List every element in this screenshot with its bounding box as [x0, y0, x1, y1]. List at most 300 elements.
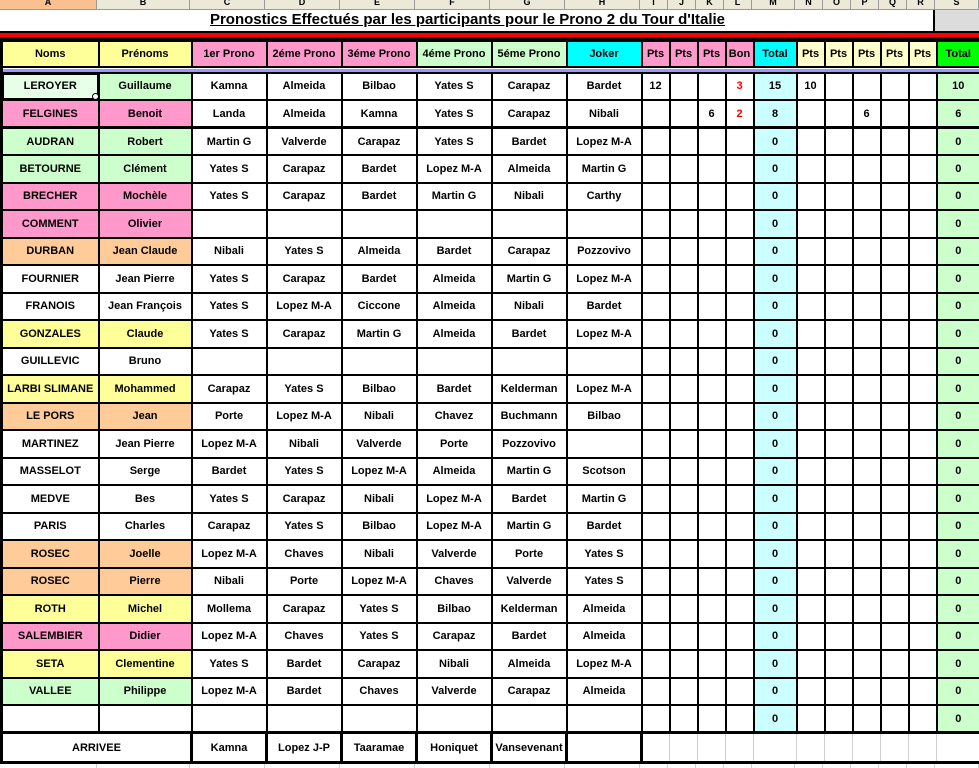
pts2-cell[interactable]	[797, 210, 825, 238]
prono-4-cell[interactable]: Bardet	[417, 238, 492, 266]
prono-3-cell[interactable]: Bilbao	[342, 73, 417, 101]
pts2-cell[interactable]	[825, 155, 853, 183]
pts-cell[interactable]	[670, 568, 698, 596]
prenom-cell[interactable]: Jean	[99, 403, 192, 431]
column-letter-H[interactable]: H	[565, 0, 640, 9]
prenom-cell[interactable]: Jean Pierre	[99, 430, 192, 458]
pts-cell[interactable]	[670, 375, 698, 403]
prono-2-cell[interactable]	[267, 705, 342, 733]
pts2-cell[interactable]	[853, 678, 881, 706]
prono-5-cell[interactable]: Porte	[492, 540, 567, 568]
prono-1-cell[interactable]: Lopez M-A	[192, 540, 267, 568]
pts2-cell[interactable]	[797, 128, 825, 156]
prono-5-cell[interactable]: Bardet	[492, 485, 567, 513]
column-letter-C[interactable]: C	[190, 0, 265, 9]
pts2-cell[interactable]	[881, 678, 909, 706]
header-joker-7[interactable]: Joker	[567, 41, 642, 67]
header-1er-prono-2[interactable]: 1er Prono	[192, 41, 267, 67]
prono-3-cell[interactable]: Kamna	[342, 100, 417, 128]
nom-cell[interactable]: GONZALES	[2, 320, 99, 348]
prono-5-cell[interactable]	[492, 348, 567, 376]
prono-3-cell[interactable]: Bardet	[342, 183, 417, 211]
pts2-cell[interactable]	[881, 650, 909, 678]
prono-1-cell[interactable]	[192, 705, 267, 733]
total-cell[interactable]: 0	[754, 623, 797, 651]
prono-2-cell[interactable]: Almeida	[267, 100, 342, 128]
prono-3-cell[interactable]: Bilbao	[342, 375, 417, 403]
pts-cell[interactable]	[670, 403, 698, 431]
pts2-cell[interactable]	[797, 265, 825, 293]
prenom-cell[interactable]: Jean Claude	[99, 238, 192, 266]
pts2-cell[interactable]	[797, 183, 825, 211]
total-cell[interactable]: 0	[754, 650, 797, 678]
bon-cell[interactable]	[726, 623, 754, 651]
prono-4-cell[interactable]: Valverde	[417, 678, 492, 706]
prono-5-cell[interactable]: Bardet	[492, 128, 567, 156]
prono-5-cell[interactable]: Kelderman	[492, 375, 567, 403]
prenom-cell[interactable]: Didier	[99, 623, 192, 651]
header-pr-noms-1[interactable]: Prénoms	[99, 41, 192, 67]
joker-cell[interactable]: Yates S	[567, 540, 642, 568]
prono-5-cell[interactable]: Carapaz	[492, 238, 567, 266]
joker-cell[interactable]: Lopez M-A	[567, 650, 642, 678]
pts-cell[interactable]: 6	[698, 100, 726, 128]
prono-5-cell[interactable]: Almeida	[492, 650, 567, 678]
nom-cell[interactable]: SETA	[2, 650, 99, 678]
pts2-cell[interactable]	[881, 348, 909, 376]
total2-cell[interactable]: 0	[937, 265, 979, 293]
prenom-cell[interactable]: Philippe	[99, 678, 192, 706]
pts2-cell[interactable]	[881, 183, 909, 211]
prono-1-cell[interactable]: Carapaz	[192, 375, 267, 403]
joker-cell[interactable]: Bardet	[567, 73, 642, 101]
prono-1-cell[interactable]: Landa	[192, 100, 267, 128]
pts2-cell[interactable]	[797, 430, 825, 458]
column-letter-D[interactable]: D	[265, 0, 340, 9]
pts2-cell[interactable]	[853, 540, 881, 568]
nom-cell[interactable]: MARTINEZ	[2, 430, 99, 458]
pts-cell[interactable]	[642, 595, 670, 623]
prono-5-cell[interactable]: Bardet	[492, 623, 567, 651]
prono-4-cell[interactable]	[417, 705, 492, 733]
prono-3-cell[interactable]: Chaves	[342, 678, 417, 706]
header-noms-0[interactable]: Noms	[2, 41, 99, 67]
column-letter-J[interactable]: J	[668, 0, 696, 9]
bon-cell[interactable]	[726, 595, 754, 623]
total-cell[interactable]: 0	[754, 348, 797, 376]
total-cell[interactable]: 0	[754, 293, 797, 321]
prono-4-cell[interactable]: Chavez	[417, 403, 492, 431]
joker-cell[interactable]: Lopez M-A	[567, 320, 642, 348]
pts2-cell[interactable]	[797, 403, 825, 431]
prono-1-cell[interactable]: Nibali	[192, 568, 267, 596]
column-letter-A[interactable]: A	[0, 0, 97, 9]
pts-cell[interactable]	[670, 623, 698, 651]
prono-2-cell[interactable]: Carapaz	[267, 155, 342, 183]
pts-cell[interactable]	[670, 73, 698, 101]
header-4-me-prono-5[interactable]: 4éme Prono	[417, 41, 492, 67]
total-cell[interactable]: 0	[754, 485, 797, 513]
prono-4-cell[interactable]: Yates S	[417, 100, 492, 128]
prono-3-cell[interactable]: Bardet	[342, 265, 417, 293]
pts2-cell[interactable]	[853, 430, 881, 458]
nom-cell[interactable]: BRECHER	[2, 183, 99, 211]
prono-5-cell[interactable]: Kelderman	[492, 595, 567, 623]
column-letter-I[interactable]: I	[640, 0, 668, 9]
pts2-cell[interactable]	[797, 458, 825, 486]
column-letter-S[interactable]: S	[935, 0, 979, 9]
pts-cell[interactable]	[642, 540, 670, 568]
pts-cell[interactable]	[698, 348, 726, 376]
pts2-cell[interactable]	[853, 320, 881, 348]
prono-4-cell[interactable]: Valverde	[417, 540, 492, 568]
pts2-cell[interactable]	[909, 568, 937, 596]
pts2-cell[interactable]	[909, 293, 937, 321]
pts2-cell[interactable]	[881, 430, 909, 458]
prenom-cell[interactable]: Clément	[99, 155, 192, 183]
bon-cell[interactable]	[726, 513, 754, 541]
pts-cell[interactable]	[670, 100, 698, 128]
prono-2-cell[interactable]: Almeida	[267, 73, 342, 101]
pts2-cell[interactable]	[797, 293, 825, 321]
pts-cell[interactable]	[698, 375, 726, 403]
prono-1-cell[interactable]: Mollema	[192, 595, 267, 623]
total-cell[interactable]: 8	[754, 100, 797, 128]
total2-cell[interactable]: 0	[937, 155, 979, 183]
total-cell[interactable]: 0	[754, 705, 797, 733]
prono-4-cell[interactable]: Almeida	[417, 293, 492, 321]
nom-cell[interactable]: COMMENT	[2, 210, 99, 238]
pts2-cell[interactable]	[797, 678, 825, 706]
prenom-cell[interactable]	[99, 705, 192, 733]
total2-cell[interactable]: 10	[937, 73, 979, 101]
pts2-cell[interactable]	[881, 403, 909, 431]
prono-1-cell[interactable]: Nibali	[192, 238, 267, 266]
pts2-cell[interactable]	[797, 568, 825, 596]
pts-cell[interactable]	[670, 210, 698, 238]
total2-cell[interactable]: 0	[937, 595, 979, 623]
pts-cell[interactable]	[698, 458, 726, 486]
pts2-cell[interactable]	[853, 293, 881, 321]
prono-2-cell[interactable]: Chaves	[267, 540, 342, 568]
pts2-cell[interactable]	[909, 265, 937, 293]
prono-5-cell[interactable]: Nibali	[492, 293, 567, 321]
total2-cell[interactable]: 0	[937, 320, 979, 348]
column-letter-P[interactable]: P	[851, 0, 879, 9]
total-cell[interactable]: 0	[754, 403, 797, 431]
nom-cell[interactable]: AUDRAN	[2, 128, 99, 156]
prono-2-cell[interactable]: Lopez M-A	[267, 293, 342, 321]
pts2-cell[interactable]	[909, 210, 937, 238]
prono-3-cell[interactable]: Yates S	[342, 595, 417, 623]
pts2-cell[interactable]: 6	[853, 100, 881, 128]
pts-cell[interactable]	[642, 210, 670, 238]
pts-cell[interactable]	[642, 320, 670, 348]
total-cell[interactable]: 0	[754, 568, 797, 596]
pts2-cell[interactable]	[909, 320, 937, 348]
bon-cell[interactable]	[726, 458, 754, 486]
prono-5-cell[interactable]: Nibali	[492, 183, 567, 211]
header-pts-17[interactable]: Pts	[909, 41, 937, 67]
bon-cell[interactable]	[726, 238, 754, 266]
pts2-cell[interactable]	[909, 650, 937, 678]
pts2-cell[interactable]	[853, 155, 881, 183]
bon-cell[interactable]	[726, 293, 754, 321]
prono-1-cell[interactable]: Carapaz	[192, 513, 267, 541]
header-total-18[interactable]: Total	[937, 41, 979, 67]
prenom-cell[interactable]: Michel	[99, 595, 192, 623]
nom-cell[interactable]: MASSELOT	[2, 458, 99, 486]
prono-3-cell[interactable]: Lopez M-A	[342, 568, 417, 596]
bon-cell[interactable]	[726, 485, 754, 513]
pts2-cell[interactable]	[853, 458, 881, 486]
arrivee-joker-cell[interactable]	[567, 733, 642, 763]
arrivee-result-3[interactable]: Taaramae	[342, 733, 417, 763]
pts2-cell[interactable]	[825, 348, 853, 376]
total-cell[interactable]: 0	[754, 210, 797, 238]
joker-cell[interactable]: Yates S	[567, 568, 642, 596]
pts-cell[interactable]	[642, 403, 670, 431]
bon-cell[interactable]	[726, 705, 754, 733]
bon-cell[interactable]	[726, 403, 754, 431]
pts-cell[interactable]	[670, 458, 698, 486]
prono-4-cell[interactable]: Lopez M-A	[417, 155, 492, 183]
header-pts-15[interactable]: Pts	[853, 41, 881, 67]
prono-3-cell[interactable]	[342, 705, 417, 733]
joker-cell[interactable]	[567, 705, 642, 733]
pts2-cell[interactable]	[825, 485, 853, 513]
prono-3-cell[interactable]: Valverde	[342, 430, 417, 458]
bon-cell[interactable]	[726, 183, 754, 211]
header-pts-13[interactable]: Pts	[797, 41, 825, 67]
prono-4-cell[interactable]: Yates S	[417, 73, 492, 101]
pts2-cell[interactable]	[853, 623, 881, 651]
nom-cell[interactable]: ROSEC	[2, 568, 99, 596]
pts2-cell[interactable]	[853, 183, 881, 211]
total-cell[interactable]: 0	[754, 540, 797, 568]
pts2-cell[interactable]	[797, 348, 825, 376]
prono-4-cell[interactable]	[417, 210, 492, 238]
pts2-cell[interactable]	[853, 513, 881, 541]
prenom-cell[interactable]: Mohammed	[99, 375, 192, 403]
pts-cell[interactable]	[642, 183, 670, 211]
prenom-cell[interactable]: Clementine	[99, 650, 192, 678]
joker-cell[interactable]	[567, 210, 642, 238]
prono-1-cell[interactable]: Yates S	[192, 485, 267, 513]
nom-cell[interactable]: FOURNIER	[2, 265, 99, 293]
total2-cell[interactable]: 0	[937, 485, 979, 513]
pts-cell[interactable]	[698, 238, 726, 266]
pts-cell[interactable]	[670, 128, 698, 156]
pts2-cell[interactable]	[909, 458, 937, 486]
bon-cell[interactable]	[726, 128, 754, 156]
prono-1-cell[interactable]	[192, 210, 267, 238]
pts-cell[interactable]	[642, 375, 670, 403]
joker-cell[interactable]: Almeida	[567, 595, 642, 623]
joker-cell[interactable]: Pozzovivo	[567, 238, 642, 266]
prenom-cell[interactable]: Mochèle	[99, 183, 192, 211]
total2-cell[interactable]: 0	[937, 403, 979, 431]
pts2-cell[interactable]	[853, 348, 881, 376]
prono-4-cell[interactable]: Nibali	[417, 650, 492, 678]
total-cell[interactable]: 0	[754, 678, 797, 706]
pts2-cell[interactable]	[825, 100, 853, 128]
header-total-12[interactable]: Total	[754, 41, 797, 67]
column-letter-O[interactable]: O	[823, 0, 851, 9]
prono-2-cell[interactable]: Yates S	[267, 513, 342, 541]
pts2-cell[interactable]	[853, 705, 881, 733]
pts2-cell[interactable]	[797, 320, 825, 348]
bon-cell[interactable]	[726, 430, 754, 458]
pts2-cell[interactable]	[825, 375, 853, 403]
pts2-cell[interactable]	[853, 238, 881, 266]
prono-4-cell[interactable]	[417, 348, 492, 376]
joker-cell[interactable]: Lopez M-A	[567, 375, 642, 403]
nom-cell[interactable]: DURBAN	[2, 238, 99, 266]
pts-cell[interactable]	[698, 678, 726, 706]
pts-cell[interactable]	[670, 513, 698, 541]
total2-cell[interactable]: 0	[937, 348, 979, 376]
pts2-cell[interactable]	[825, 403, 853, 431]
pts-cell[interactable]	[642, 458, 670, 486]
bon-cell[interactable]	[726, 320, 754, 348]
prono-2-cell[interactable]: Carapaz	[267, 485, 342, 513]
pts2-cell[interactable]	[853, 265, 881, 293]
pts2-cell[interactable]	[825, 430, 853, 458]
prono-2-cell[interactable]: Porte	[267, 568, 342, 596]
pts2-cell[interactable]	[881, 155, 909, 183]
prenom-cell[interactable]: Pierre	[99, 568, 192, 596]
bon-cell[interactable]	[726, 155, 754, 183]
prono-2-cell[interactable]: Yates S	[267, 238, 342, 266]
joker-cell[interactable]: Scotson	[567, 458, 642, 486]
prono-5-cell[interactable]: Almeida	[492, 155, 567, 183]
pts2-cell[interactable]	[909, 155, 937, 183]
prono-1-cell[interactable]: Lopez M-A	[192, 430, 267, 458]
pts-cell[interactable]	[698, 155, 726, 183]
bon-cell[interactable]	[726, 540, 754, 568]
prono-5-cell[interactable]	[492, 210, 567, 238]
pts-cell[interactable]	[698, 568, 726, 596]
prono-3-cell[interactable]: Ciccone	[342, 293, 417, 321]
pts2-cell[interactable]	[825, 678, 853, 706]
pts-cell[interactable]	[670, 183, 698, 211]
total-cell[interactable]: 0	[754, 128, 797, 156]
prono-5-cell[interactable]: Martin G	[492, 513, 567, 541]
joker-cell[interactable]: Almeida	[567, 678, 642, 706]
prono-2-cell[interactable]: Lopez M-A	[267, 403, 342, 431]
prono-2-cell[interactable]: Yates S	[267, 375, 342, 403]
prono-4-cell[interactable]: Bilbao	[417, 595, 492, 623]
pts2-cell[interactable]	[881, 513, 909, 541]
total-cell[interactable]: 0	[754, 375, 797, 403]
prono-3-cell[interactable]: Yates S	[342, 623, 417, 651]
bon-cell[interactable]: 3	[726, 73, 754, 101]
header-pts-16[interactable]: Pts	[881, 41, 909, 67]
pts-cell[interactable]	[698, 485, 726, 513]
total-cell[interactable]: 0	[754, 513, 797, 541]
nom-cell[interactable]: PARIS	[2, 513, 99, 541]
pts2-cell[interactable]	[825, 320, 853, 348]
pts2-cell[interactable]	[825, 238, 853, 266]
prono-3-cell[interactable]: Carapaz	[342, 128, 417, 156]
pts2-cell[interactable]	[797, 705, 825, 733]
pts2-cell[interactable]	[853, 210, 881, 238]
nom-cell[interactable]: LARBI SLIMANE	[2, 375, 99, 403]
nom-cell[interactable]: BETOURNE	[2, 155, 99, 183]
prono-1-cell[interactable]	[192, 348, 267, 376]
pts2-cell[interactable]	[825, 705, 853, 733]
prono-2-cell[interactable]	[267, 348, 342, 376]
prono-2-cell[interactable]: Carapaz	[267, 320, 342, 348]
column-letter-Q[interactable]: Q	[879, 0, 907, 9]
pts-cell[interactable]	[698, 403, 726, 431]
pts-cell[interactable]	[642, 430, 670, 458]
joker-cell[interactable]	[567, 430, 642, 458]
pts-cell[interactable]	[670, 540, 698, 568]
prono-3-cell[interactable]	[342, 348, 417, 376]
prono-3-cell[interactable]: Martin G	[342, 320, 417, 348]
prono-1-cell[interactable]: Yates S	[192, 293, 267, 321]
prenom-cell[interactable]: Charles	[99, 513, 192, 541]
prono-2-cell[interactable]: Bardet	[267, 650, 342, 678]
total2-cell[interactable]: 0	[937, 375, 979, 403]
header-pts-9[interactable]: Pts	[670, 41, 698, 67]
pts2-cell[interactable]	[909, 403, 937, 431]
bon-cell[interactable]	[726, 678, 754, 706]
pts2-cell[interactable]	[881, 210, 909, 238]
pts-cell[interactable]	[698, 430, 726, 458]
pts2-cell[interactable]	[881, 320, 909, 348]
prono-4-cell[interactable]: Carapaz	[417, 623, 492, 651]
pts-cell[interactable]	[642, 485, 670, 513]
pts2-cell[interactable]	[881, 458, 909, 486]
total2-cell[interactable]: 0	[937, 183, 979, 211]
arrivee-result-4[interactable]: Honiquet	[417, 733, 492, 763]
pts-cell[interactable]	[642, 348, 670, 376]
pts-cell[interactable]	[670, 293, 698, 321]
pts2-cell[interactable]	[881, 238, 909, 266]
prono-5-cell[interactable]: Valverde	[492, 568, 567, 596]
total2-cell[interactable]: 0	[937, 540, 979, 568]
pts-cell[interactable]	[698, 320, 726, 348]
prenom-cell[interactable]: Serge	[99, 458, 192, 486]
total2-cell[interactable]: 6	[937, 100, 979, 128]
pts2-cell[interactable]	[797, 238, 825, 266]
total-cell[interactable]: 0	[754, 238, 797, 266]
prono-1-cell[interactable]: Yates S	[192, 183, 267, 211]
pts-cell[interactable]	[642, 128, 670, 156]
pts2-cell[interactable]	[853, 650, 881, 678]
pts-cell[interactable]	[642, 623, 670, 651]
prono-1-cell[interactable]: Lopez M-A	[192, 623, 267, 651]
prono-4-cell[interactable]: Porte	[417, 430, 492, 458]
pts2-cell[interactable]	[881, 568, 909, 596]
prono-5-cell[interactable]: Martin G	[492, 458, 567, 486]
prono-1-cell[interactable]: Martin G	[192, 128, 267, 156]
bon-cell[interactable]	[726, 650, 754, 678]
nom-cell[interactable]: LEROYER	[2, 73, 99, 101]
pts-cell[interactable]	[698, 183, 726, 211]
pts-cell[interactable]	[698, 265, 726, 293]
total2-cell[interactable]: 0	[937, 458, 979, 486]
total2-cell[interactable]: 0	[937, 210, 979, 238]
pts2-cell[interactable]	[797, 623, 825, 651]
column-letter-B[interactable]: B	[97, 0, 190, 9]
pts2-cell[interactable]	[909, 705, 937, 733]
pts2-cell[interactable]	[909, 375, 937, 403]
bon-cell[interactable]	[726, 568, 754, 596]
